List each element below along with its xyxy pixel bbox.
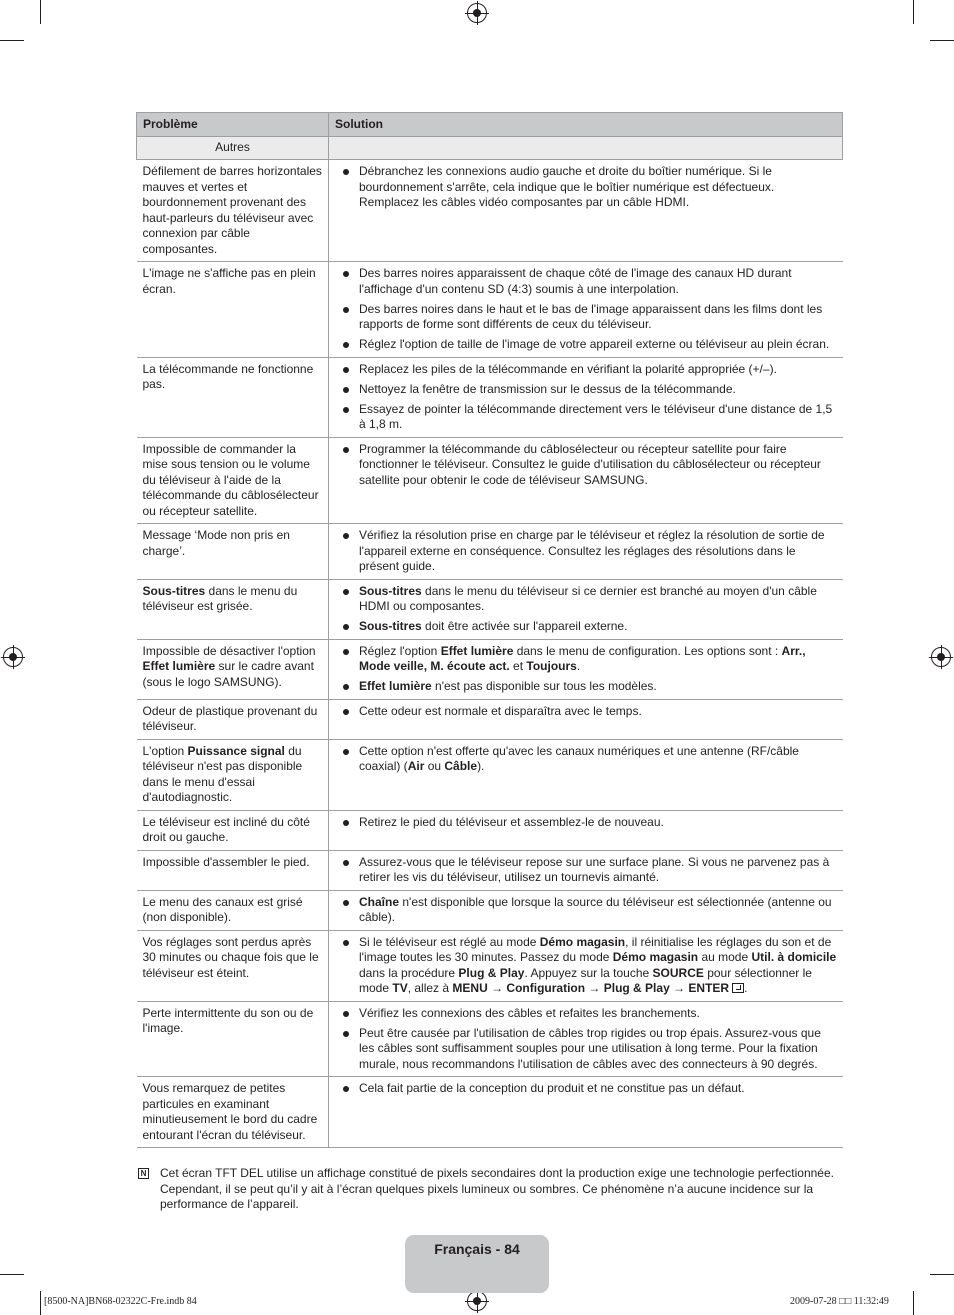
registration-mark-icon — [931, 647, 951, 667]
problem-cell — [137, 639, 329, 699]
text-run: , allez à — [407, 981, 453, 995]
text-run: Vous remarquez de petites particules en examinant minutieusement le bord du cadre entourant l'écran du téléviseur. — [142, 1081, 318, 1142]
bold-term: Sous-titres — [359, 619, 422, 633]
text-run: . — [576, 659, 581, 673]
solution-item — [335, 337, 837, 353]
note — [136, 1166, 842, 1213]
solution-item — [335, 855, 837, 886]
text-run: ). — [477, 759, 485, 773]
solution-item — [335, 644, 837, 675]
bold-term: Util. à domicile — [751, 950, 837, 964]
text-run: Des barres noires apparaissent de chaque côté de l'image des canaux HD durant l'affichage d'un contenu SD (4:3) soumis à une interpolation. — [359, 266, 792, 296]
solution-cell — [329, 524, 843, 580]
bold-term: Démo magasin — [539, 934, 626, 949]
bold-term: Chaîne — [359, 894, 400, 909]
text-run: Le menu des canaux est grisé (non disponible). — [142, 894, 303, 924]
solution-cell — [329, 810, 843, 850]
solution-item — [335, 619, 837, 635]
table-row — [137, 739, 843, 810]
text-run: et — [509, 659, 527, 673]
table-row — [137, 579, 843, 639]
text-run: dans la procédure — [359, 965, 459, 980]
slug-left: [8500-NA]BN68-02322C-Fre.indb 84 — [44, 1296, 197, 1307]
text-run: Replacez les piles de la télécommande en vérifiant la polarité appropriée (+/–). — [359, 361, 777, 376]
category-row — [137, 137, 843, 160]
problem-cell — [137, 810, 329, 850]
solution-item — [335, 1081, 837, 1097]
solution-list — [335, 442, 837, 489]
text-run: dans le menu de configuration. Les options sont : — [513, 643, 782, 658]
solution-list — [335, 584, 837, 635]
solution-list — [335, 362, 837, 433]
bold-term: Effet lumière — [359, 679, 432, 693]
bold-term: MENU → Configuration → Plug & Play → ENTER — [452, 981, 730, 995]
text-run: dans le menu du téléviseur si ce dernier est branché au moyen d'un câble HDMI ou composantes. — [359, 583, 817, 613]
bold-term: Effet lumière — [440, 643, 514, 658]
table-row — [137, 699, 843, 739]
problem-cell — [137, 699, 329, 739]
table-row — [137, 1001, 843, 1077]
solution-item — [335, 1026, 837, 1073]
crop-mark — [40, 1291, 41, 1315]
solution-item — [335, 744, 837, 775]
table-row — [137, 810, 843, 850]
solution-item — [335, 895, 837, 926]
solution-cell — [329, 1001, 843, 1077]
problem-cell — [137, 262, 329, 358]
solution-cell — [329, 639, 843, 699]
crop-mark — [913, 0, 914, 24]
bold-term: Câble — [444, 759, 478, 773]
text-run: Essayez de pointer la télécommande directement vers le téléviseur d'une distance de 1,5 à 1,8 m. — [359, 401, 833, 431]
text-run: Peut être causée par l'utilisation de câbles trop rigides ou trop épais. Assurez-vous que les câbles sont suffisamment souples pour une utilisation à long terme. Pour la fixation murale, nous recommandons l'utilisation de câbles avec des connecteurs à 90 degrés. — [359, 1025, 821, 1071]
crop-mark — [930, 40, 954, 41]
table-row — [137, 850, 843, 890]
problem-cell — [137, 437, 329, 524]
text-run: Cette odeur est normale et disparaîtra avec le temps. — [359, 703, 642, 718]
table-row — [137, 1077, 843, 1148]
note-icon: N — [138, 1168, 149, 1179]
problem-cell — [137, 850, 329, 890]
solution-cell — [329, 890, 843, 930]
bold-term: Arr., Mode veille, M. écoute act. — [359, 643, 806, 673]
text-run: sur le cadre avant (sous le logo SAMSUNG). — [142, 659, 314, 689]
text-run: L'option — [142, 743, 188, 758]
header-solution: Solution — [329, 113, 843, 137]
solution-list — [335, 528, 837, 575]
solution-list — [335, 164, 837, 211]
text-run: Le téléviseur est incliné du côté droit ou gauche. — [142, 814, 310, 844]
text-run: Odeur de plastique provenant du téléviseur. — [142, 703, 318, 733]
text-run: au mode — [698, 950, 752, 964]
text-run: Message ‘Mode non pris en charge’. — [142, 528, 290, 558]
bold-term: Sous-titres — [142, 583, 206, 598]
table-row — [137, 262, 843, 358]
solution-cell — [329, 739, 843, 810]
solution-list — [335, 815, 837, 831]
solution-cell — [329, 160, 843, 262]
bold-term: Air — [407, 759, 425, 773]
solution-cell — [329, 262, 843, 358]
text-run: ou — [424, 759, 445, 773]
registration-mark-icon — [3, 647, 23, 667]
text-run: pour sélectionner le mode — [359, 965, 812, 995]
text-run: Impossible de désactiver l'option — [142, 643, 316, 658]
text-run: Si le téléviseur est réglé au mode — [359, 934, 540, 949]
text-run: Impossible d'assembler le pied. — [142, 854, 310, 869]
solution-cell — [329, 930, 843, 1001]
text-run: La télécommande ne fonctionne pas. — [142, 361, 314, 391]
problem-cell — [137, 1077, 329, 1148]
table-header-row — [137, 113, 843, 137]
bold-term: Démo magasin — [612, 950, 699, 964]
text-run: doit être activée sur l'appareil externe. — [421, 619, 628, 633]
solution-item — [335, 382, 837, 398]
problem-cell — [137, 160, 329, 262]
solution-cell — [329, 850, 843, 890]
solution-list — [335, 1006, 837, 1073]
troubleshooting-table — [136, 112, 843, 1148]
bold-term: Effet lumière — [142, 659, 216, 673]
header-problem: Problème — [137, 113, 329, 137]
text-run: L'image ne s'affiche pas en plein écran. — [142, 266, 316, 296]
problem-cell — [137, 890, 329, 930]
text-run: Cela fait partie de la conception du produit et ne constitue pas un défaut. — [359, 1081, 745, 1095]
solution-list — [335, 1081, 837, 1097]
problem-cell — [137, 524, 329, 580]
text-run: n'est disponible que lorsque la source du téléviseur est sélectionnée (antenne ou câble). — [359, 894, 832, 924]
text-run: Impossible de commander la mise sous tension ou le volume du téléviseur à l'aide de la télécommande du câblosélecteur ou récepteur satellite. — [142, 441, 319, 518]
solution-item — [335, 815, 837, 831]
note-text: Cet écran TFT DEL utilise un affichage constitué de pixels secondaires dont la production exige une technologie perfectionnée. Cependant, il se peut qu’il y ait à l’écran quelques pixels lumineux ou sombres. Ce phénomène n’a aucune incidence sur la performance de l’appareil. — [160, 1166, 834, 1211]
category-label: Autres — [137, 137, 329, 160]
text-run: Retirez le pied du téléviseur et assemblez-le de nouveau. — [359, 814, 664, 829]
solution-item — [335, 362, 837, 378]
solution-item — [335, 302, 837, 333]
crop-mark — [913, 1291, 914, 1315]
table-row — [137, 160, 843, 262]
table-row — [137, 639, 843, 699]
solution-item — [335, 679, 837, 695]
bold-term: Toujours — [526, 659, 577, 673]
table-row — [137, 357, 843, 437]
text-run: . — [744, 981, 748, 995]
solution-item — [335, 935, 837, 997]
text-run: Débranchez les connexions audio gauche et droite du boîtier numérique. Si le bourdonnement s'arrête, cela indique que le boîtier numérique est défectueux. Remplacez les câbles vidéo composantes par un câble HDMI. — [359, 164, 775, 209]
solution-item — [335, 584, 837, 615]
text-run: Vérifiez les connexions des câbles et refaites les branchements. — [359, 1005, 700, 1020]
solution-list — [335, 855, 837, 886]
solution-item — [335, 164, 837, 211]
bold-term: Plug & Play — [458, 965, 525, 980]
problem-cell — [137, 739, 329, 810]
text-run: Nettoyez la fenêtre de transmission sur le dessus de la télécommande. — [359, 381, 736, 396]
text-run: du téléviseur n'est pas disponible dans le menu d'essai d'autodiagnostic. — [142, 743, 303, 804]
crop-mark — [930, 1274, 954, 1275]
solution-item — [335, 528, 837, 575]
text-run: Réglez l'option de taille de l'image de votre appareil externe ou téléviseur au plein écran. — [359, 337, 830, 351]
text-run: Défilement de barres horizontales mauves et vertes et bourdonnement provenant des haut-parleurs du téléviseur avec connexion par câble composantes. — [142, 164, 322, 256]
text-run: Programmer la télécommande du câblosélecteur ou récepteur satellite pour faire fonctionner le téléviseur. Consultez le guide d'utilisation du câblosélecteur ou récepteur satellite pour obtenir le code de téléviseur SAMSUNG. — [359, 441, 821, 487]
bold-term: Sous-titres — [359, 583, 422, 598]
problem-cell — [137, 579, 329, 639]
solution-cell — [329, 437, 843, 524]
slug-right: 2009-07-28 □□ 11:32:49 — [790, 1296, 889, 1307]
problem-cell — [137, 1001, 329, 1077]
solution-cell — [329, 357, 843, 437]
crop-mark — [0, 1274, 24, 1275]
solution-item — [335, 442, 837, 489]
solution-list — [335, 644, 837, 695]
solution-item — [335, 402, 837, 433]
text-run: Cette option n'est offerte qu'avec les canaux numériques et une antenne (RF/câble coaxial) ( — [359, 743, 799, 773]
solution-item — [335, 704, 837, 720]
text-run: , il réinitialise les réglages du son et de l'image toutes les 30 minutes. Passez du mode — [359, 934, 832, 964]
table-row — [137, 524, 843, 580]
enter-icon — [732, 983, 744, 993]
bold-term: SOURCE — [652, 965, 704, 980]
text-run: Perte intermittente du son ou de l'image. — [142, 1005, 314, 1035]
solution-item — [335, 266, 837, 297]
solution-list — [335, 266, 837, 353]
text-run: . Appuyez sur la touche — [524, 965, 653, 980]
table-row — [137, 437, 843, 524]
table-row — [137, 890, 843, 930]
problem-cell — [137, 357, 329, 437]
problem-cell — [137, 930, 329, 1001]
text-run: Vérifiez la résolution prise en charge par le téléviseur et réglez la résolution de sortie de l'appareil externe en conséquence. Consultez les réglages des résolutions dans le présent guide. — [359, 528, 825, 573]
solution-list — [335, 704, 837, 720]
registration-mark-icon — [467, 1291, 487, 1311]
solution-list — [335, 744, 837, 775]
bold-term: Puissance signal — [187, 743, 285, 758]
solution-cell — [329, 1077, 843, 1148]
text-run: Vos réglages sont perdus après 30 minutes ou chaque fois que le téléviseur est éteint. — [142, 934, 319, 980]
table-row — [137, 930, 843, 1001]
solution-item — [335, 1006, 837, 1022]
solution-cell — [329, 699, 843, 739]
solution-list — [335, 935, 837, 997]
solution-list — [335, 895, 837, 926]
registration-mark-icon — [467, 3, 487, 23]
text-run: n'est pas disponible sur tous les modèles. — [431, 679, 657, 693]
text-run: Réglez l'option — [359, 643, 441, 658]
text-run: dans le menu du téléviseur est grisée. — [142, 583, 298, 613]
page-number: Français - 84 — [434, 1241, 520, 1257]
text-run: Des barres noires dans le haut et le bas de l'image apparaissent dans les films dont les rapports de forme sont différents de ceux du téléviseur. — [359, 301, 823, 331]
text-run: Assurez-vous que le téléviseur repose sur une surface plane. Si vous ne parvenez pas à retirer les vis du téléviseur, utilisez un tournevis aimanté. — [359, 854, 830, 884]
crop-mark — [40, 0, 41, 24]
crop-mark — [0, 40, 24, 41]
solution-cell — [329, 579, 843, 639]
bold-term: TV — [392, 981, 408, 995]
category-empty-cell — [329, 137, 843, 160]
